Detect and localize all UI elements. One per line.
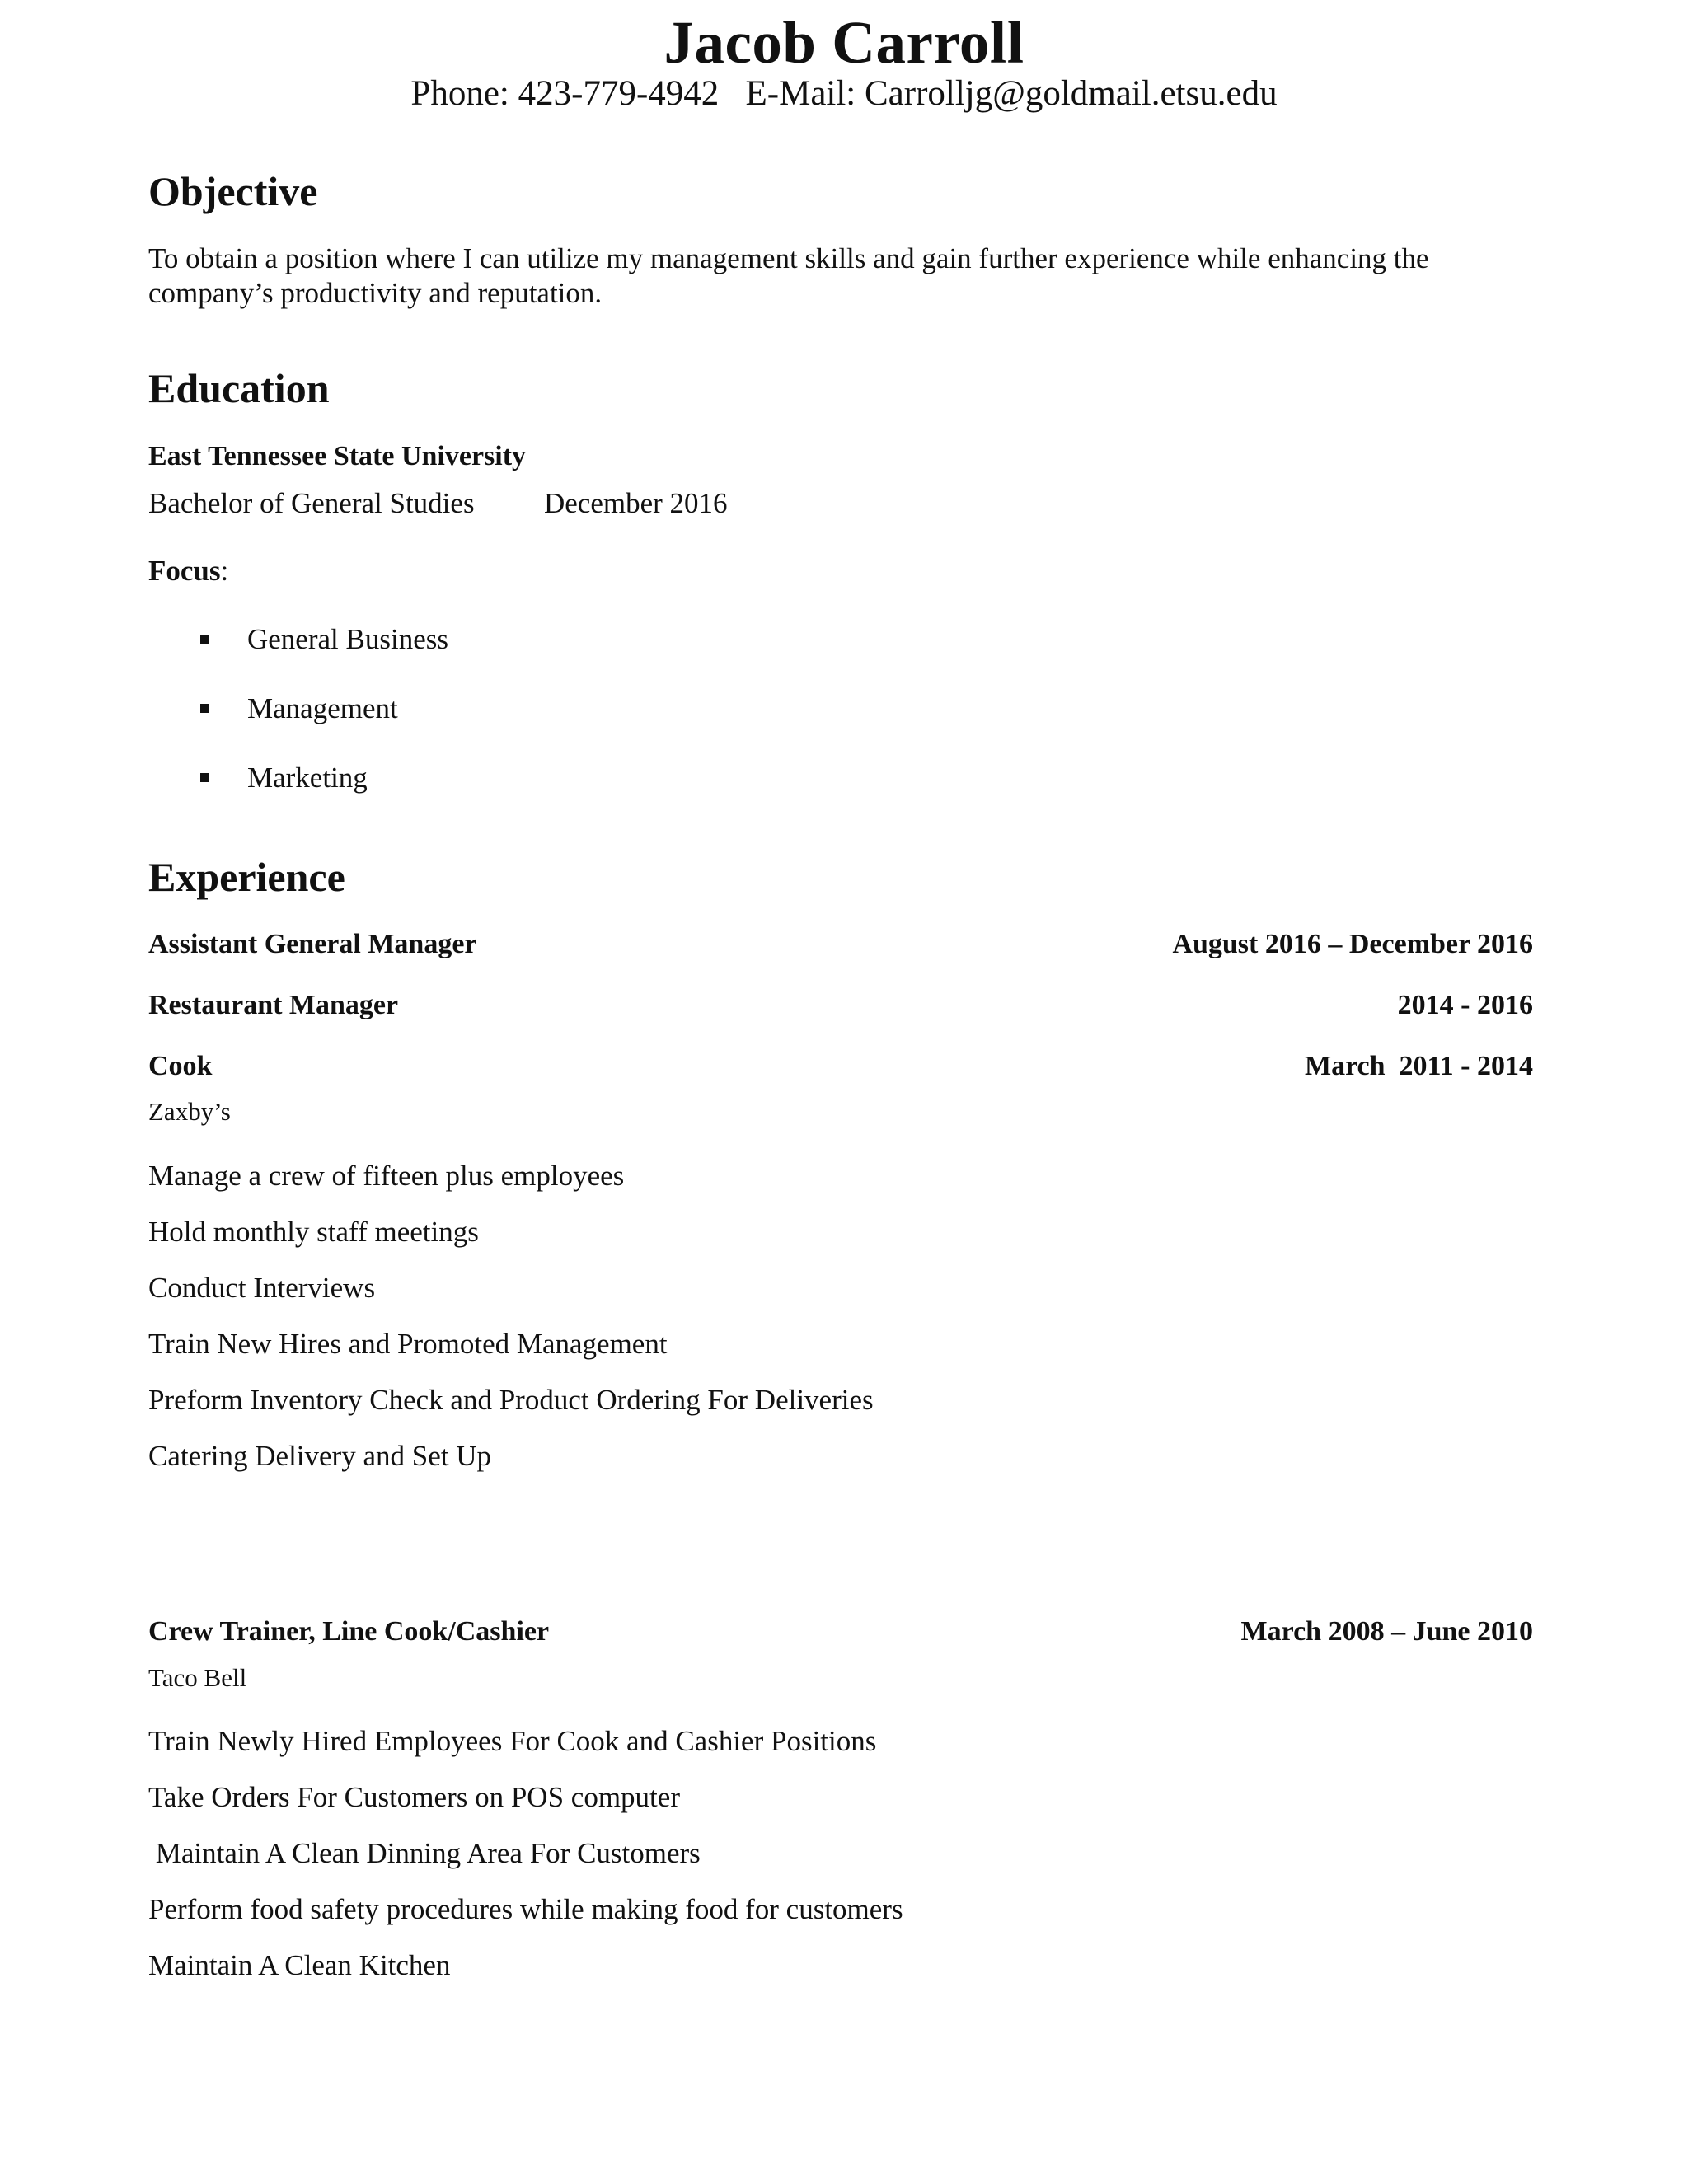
duty-item: Preform Inventory Check and Product Ordering For Deliveries (148, 1384, 874, 1416)
duty-item: Take Orders For Customers on POS computer (148, 1781, 680, 1813)
education-heading: Education (148, 365, 330, 411)
objective-text: To obtain a position where I can utilize my management skills and gain further experience while enhancing the company’s productivity and reputation. (148, 242, 1429, 309)
employer-name: Taco Bell (148, 1663, 247, 1692)
focus-label: Focus (148, 555, 221, 587)
duty-item: Train Newly Hired Employees For Cook and Cashier Positions (148, 1725, 877, 1757)
resume-name: Jacob Carroll (663, 9, 1025, 76)
focus-item: Marketing (247, 762, 368, 794)
focus-colon: : (220, 555, 229, 587)
degree-date: December 2016 (544, 487, 728, 519)
employer-name: Zaxby’s (148, 1097, 231, 1126)
job-dates: March 2011 - 2014 (1304, 1051, 1533, 1081)
focus-item: General Business (247, 623, 448, 655)
duty-item: Maintain A Clean Dinning Area For Customers (148, 1837, 701, 1869)
bullet-icon (200, 704, 209, 713)
focus-label-line (148, 554, 228, 588)
degree-name: Bachelor of General Studies (148, 487, 475, 519)
duty-item: Hold monthly staff meetings (148, 1216, 479, 1248)
job-title: Cook (148, 1051, 213, 1081)
duty-item: Conduct Interviews (148, 1272, 376, 1304)
job-dates: 2014 - 2016 (1397, 990, 1533, 1020)
job-dates: March 2008 – June 2010 (1240, 1616, 1533, 1647)
bullet-icon (200, 773, 209, 782)
duty-item: Train New Hires and Promoted Management (148, 1328, 668, 1360)
contact-line: Phone: 423-779-4942 E-Mail: Carrolljg@goldmail.etsu.edu (410, 74, 1278, 113)
experience-heading: Experience (148, 854, 345, 900)
job-dates: August 2016 – December 2016 (1172, 929, 1533, 959)
duty-item: Catering Delivery and Set Up (148, 1440, 492, 1472)
duty-item: Maintain A Clean Kitchen (148, 1949, 451, 1981)
bullet-icon (200, 635, 209, 644)
focus-item: Management (247, 692, 398, 724)
duty-item: Perform food safety procedures while making food for customers (148, 1893, 903, 1925)
job-title: Crew Trainer, Line Cook/Cashier (148, 1616, 550, 1647)
job-title: Assistant General Manager (148, 929, 477, 959)
school-name: East Tennessee State University (148, 441, 527, 471)
job-title: Restaurant Manager (148, 990, 399, 1020)
duty-item: Manage a crew of fifteen plus employees (148, 1160, 625, 1192)
objective-heading: Objective (148, 168, 318, 214)
